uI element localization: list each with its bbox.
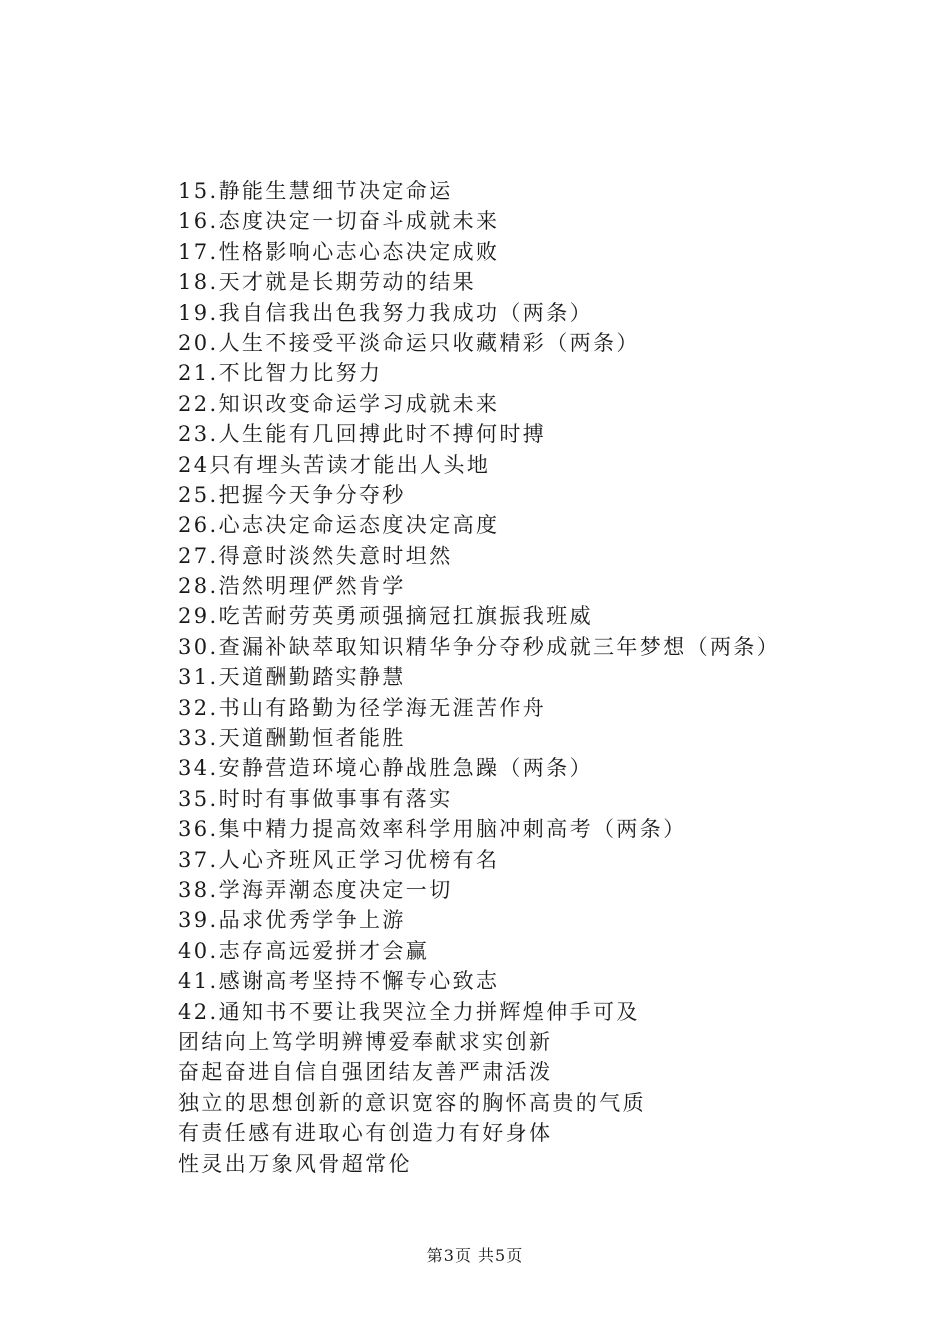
text-line: 38.学海弄潮态度决定一切 — [178, 877, 453, 902]
text-line: 37.人心齐班风正学习优榜有名 — [178, 847, 500, 872]
text-line: 17.性格影响心志心态决定成败 — [178, 239, 500, 264]
text-line: 36.集中精力提高效率科学用脑冲刺高考（两条） — [178, 817, 687, 842]
text-line: 团结向上笃学明辨博爱奉献求实创新 — [178, 1029, 553, 1054]
text-line: 25.把握今天争分夺秒 — [178, 482, 406, 507]
text-line: 性灵出万象风骨超常伦 — [178, 1151, 412, 1176]
text-line: 19.我自信我出色我努力我成功（两条） — [178, 300, 593, 325]
text-line: 40.志存高远爱拼才会赢 — [178, 938, 430, 963]
text-line: 15.静能生慧细节决定命运 — [178, 179, 453, 203]
text-line: 24只有埋头苦读才能出人头地 — [178, 452, 491, 477]
text-line: 32.书山有路勤为径学海无涯苦作舟 — [178, 695, 547, 720]
text-line: 42.通知书不要让我哭泣全力拼辉煌伸手可及 — [178, 999, 640, 1024]
text-line: 27.得意时淡然失意时坦然 — [178, 543, 453, 568]
text-line: 28.浩然明理俨然肯学 — [178, 574, 406, 599]
text-line: 16.态度决定一切奋斗成就未来 — [178, 209, 500, 234]
text-line: 29.吃苦耐劳英勇顽强摘冠扛旗振我班威 — [178, 604, 593, 629]
text-line: 23.人生能有几回搏此时不搏何时搏 — [178, 422, 547, 447]
text-line: 34.安静营造环境心静战胜急躁（两条） — [178, 756, 593, 781]
page-footer — [0, 1243, 950, 1266]
text-line: 独立的思想创新的意识宽容的胸怀高贵的气质 — [178, 1090, 646, 1115]
text-line: 33.天道酬勤恒者能胜 — [178, 726, 406, 751]
text-line: 21.不比智力比努力 — [178, 361, 383, 386]
text-line: 41.感谢高考坚持不懈专心致志 — [178, 969, 500, 994]
text-line: 奋起奋进自信自强团结友善严肃活泼 — [178, 1060, 553, 1085]
text-line: 有责任感有进取心有创造力有好身体 — [178, 1121, 553, 1146]
text-line: 35.时时有事做事事有落实 — [178, 786, 453, 811]
text-line: 22.知识改变命运学习成就未来 — [178, 391, 500, 416]
text-line: 30.查漏补缺萃取知识精华争分夺秒成就三年梦想（两条） — [178, 634, 781, 659]
text-line: 39.品求优秀学争上游 — [178, 908, 406, 933]
text-line: 20.人生不接受平淡命运只收藏精彩（两条） — [178, 330, 640, 355]
text-line: 26.心志决定命运态度决定高度 — [178, 513, 500, 538]
document-body — [178, 176, 878, 1179]
text-line: 18.天才就是长期劳动的结果 — [178, 270, 476, 295]
page-indicator: 第3页 共5页 — [426, 1246, 524, 1265]
text-line: 31.天道酬勤踏实静慧 — [178, 665, 406, 690]
